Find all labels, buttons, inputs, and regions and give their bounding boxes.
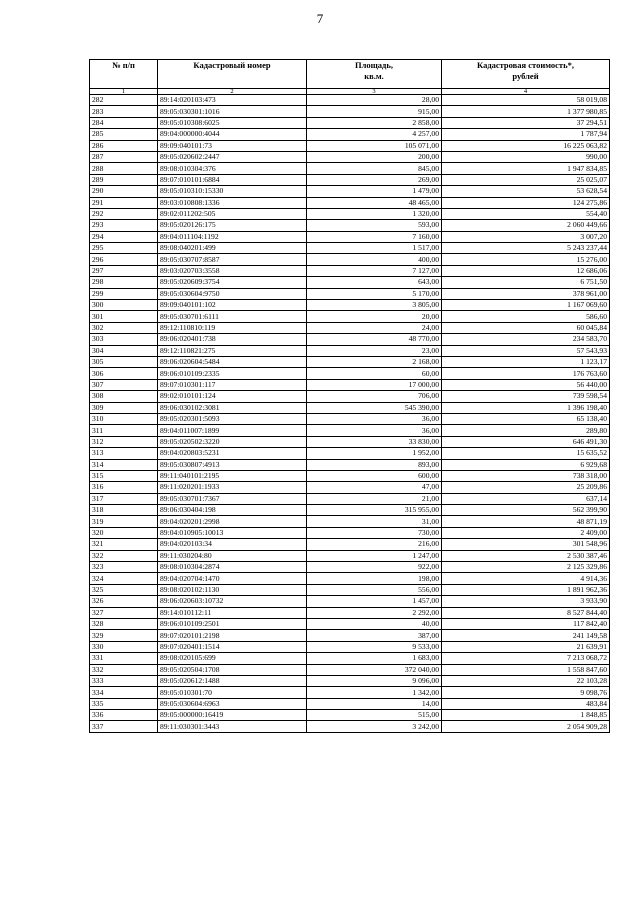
cadastral-value: 6 751,50: [442, 277, 610, 288]
cadastral-value: 2 054 909,28: [442, 721, 610, 732]
area-value: 706,00: [307, 391, 442, 402]
table-row: [90, 448, 610, 459]
area-value: 1 457,00: [307, 596, 442, 607]
cadastral-value: 1 167 069,60: [442, 300, 610, 311]
header-cadastral-number: Кадастровый номер: [158, 60, 307, 89]
area-value: 2 168,00: [307, 356, 442, 367]
cadastral-number: 89:11:030301:3443: [158, 721, 307, 732]
cadastral-number: 89:11:030204:80: [158, 550, 307, 561]
row-number: 327: [90, 607, 158, 618]
area-value: 5 170,00: [307, 288, 442, 299]
row-number: 323: [90, 562, 158, 573]
row-number: 336: [90, 710, 158, 721]
row-number: 304: [90, 345, 158, 356]
row-number: 322: [90, 550, 158, 561]
cadastral-number: 89:12:110810:119: [158, 322, 307, 333]
area-value: 28,00: [307, 95, 442, 106]
header-row-number: № п/п: [90, 60, 158, 89]
table-row: [90, 117, 610, 128]
area-value: 1 683,00: [307, 653, 442, 664]
row-number: 282: [90, 95, 158, 106]
cadastral-value: 16 225 063,82: [442, 140, 610, 151]
cadastral-value: 65 138,40: [442, 413, 610, 424]
area-value: 105 071,00: [307, 140, 442, 151]
area-value: 216,00: [307, 539, 442, 550]
row-number: 328: [90, 618, 158, 629]
area-value: 893,00: [307, 459, 442, 470]
cadastral-value: 53 628,54: [442, 186, 610, 197]
cadastral-value: 37 294,51: [442, 117, 610, 128]
row-number: 305: [90, 356, 158, 367]
cadastral-value: 2 060 449,66: [442, 220, 610, 231]
area-value: 515,00: [307, 710, 442, 721]
area-value: 387,00: [307, 630, 442, 641]
cadastral-value: 22 103,28: [442, 675, 610, 686]
table-row: [90, 470, 610, 481]
area-value: 3 805,00: [307, 300, 442, 311]
table-row: [90, 721, 610, 732]
row-number: 287: [90, 151, 158, 162]
table-row: [90, 664, 610, 675]
row-number: 292: [90, 208, 158, 219]
cadastral-number: 89:09:040101:102: [158, 300, 307, 311]
row-number: 312: [90, 436, 158, 447]
table-row: [90, 687, 610, 698]
cadastral-value: 6 929,68: [442, 459, 610, 470]
row-number: 284: [90, 117, 158, 128]
table-body: [90, 95, 610, 733]
area-value: 3 242,00: [307, 721, 442, 732]
row-number: 301: [90, 311, 158, 322]
page-number: 7: [316, 11, 324, 26]
row-number: 314: [90, 459, 158, 470]
table-row: [90, 356, 610, 367]
cadastral-number: 89:06:010109:2335: [158, 368, 307, 379]
row-number: 333: [90, 675, 158, 686]
table-row: [90, 265, 610, 276]
area-value: 31,00: [307, 516, 442, 527]
table-row: [90, 539, 610, 550]
area-value: 600,00: [307, 470, 442, 481]
area-value: 24,00: [307, 322, 442, 333]
area-value: 1 479,00: [307, 186, 442, 197]
area-value: 47,00: [307, 482, 442, 493]
cadastral-number: 89:06:020604:5484: [158, 356, 307, 367]
area-value: 1 320,00: [307, 208, 442, 219]
table-row: [90, 379, 610, 390]
table-row: [90, 277, 610, 288]
area-value: 21,00: [307, 493, 442, 504]
row-number: 298: [90, 277, 158, 288]
cadastral-number: 89:05:010308:6025: [158, 117, 307, 128]
table-row: [90, 186, 610, 197]
table-row: [90, 151, 610, 162]
row-number: 300: [90, 300, 158, 311]
cadastral-number: 89:03:010808:1336: [158, 197, 307, 208]
cadastral-number: 89:06:010109:2501: [158, 618, 307, 629]
row-number: 332: [90, 664, 158, 675]
cadastral-value: 12 686,06: [442, 265, 610, 276]
cadastral-value: 1 377 980,85: [442, 106, 610, 117]
table-header-row: [90, 60, 610, 89]
row-number: 294: [90, 231, 158, 242]
cadastral-table: [89, 59, 610, 733]
row-number: 285: [90, 129, 158, 140]
table-row: [90, 653, 610, 664]
row-number: 334: [90, 687, 158, 698]
cadastral-number: 89:07:020401:1514: [158, 641, 307, 652]
table-row: [90, 436, 610, 447]
cadastral-value: 990,00: [442, 151, 610, 162]
cadastral-number: 89:04:020201:2998: [158, 516, 307, 527]
area-value: 1 342,00: [307, 687, 442, 698]
cadastral-value: 25 025,07: [442, 174, 610, 185]
area-value: 1 247,00: [307, 550, 442, 561]
cadastral-number: 89:08:020105:699: [158, 653, 307, 664]
cadastral-number: 89:08:010304:376: [158, 163, 307, 174]
row-number: 325: [90, 584, 158, 595]
column-index: 2: [158, 89, 307, 95]
cadastral-number: 89:04:020803:5231: [158, 448, 307, 459]
row-number: 329: [90, 630, 158, 641]
cadastral-number: 89:11:040101:2195: [158, 470, 307, 481]
area-value: 545 390,00: [307, 402, 442, 413]
table-row: [90, 300, 610, 311]
row-number: 283: [90, 106, 158, 117]
cadastral-value: 738 318,00: [442, 470, 610, 481]
cadastral-number: 89:02:010101:124: [158, 391, 307, 402]
table-row: [90, 573, 610, 584]
area-value: 643,00: [307, 277, 442, 288]
row-number: 321: [90, 539, 158, 550]
row-number: 311: [90, 425, 158, 436]
cadastral-value: 60 045,84: [442, 322, 610, 333]
row-number: 310: [90, 413, 158, 424]
table-row: [90, 527, 610, 538]
cadastral-number: 89:06:020401:738: [158, 334, 307, 345]
cadastral-number: 89:05:010301:70: [158, 687, 307, 698]
row-number: 293: [90, 220, 158, 231]
cadastral-value: 646 491,30: [442, 436, 610, 447]
table-row: [90, 607, 610, 618]
row-number: 320: [90, 527, 158, 538]
header-area: Площадь, кв.м.: [307, 60, 442, 89]
cadastral-number: 89:14:010112:11: [158, 607, 307, 618]
cadastral-number: 89:04:020103:34: [158, 539, 307, 550]
cadastral-value: 176 763,60: [442, 368, 610, 379]
area-value: 40,00: [307, 618, 442, 629]
row-number: 290: [90, 186, 158, 197]
cadastral-value: 15 276,00: [442, 254, 610, 265]
cadastral-number: 89:06:020603:10732: [158, 596, 307, 607]
cadastral-value: 57 543,93: [442, 345, 610, 356]
table-row: [90, 288, 610, 299]
cadastral-number: 89:02:011202:505: [158, 208, 307, 219]
table-row: [90, 550, 610, 561]
header-cadastral-value: Кадастровая стоимость*, рублей: [442, 60, 610, 89]
cadastral-value: 21 639,91: [442, 641, 610, 652]
cadastral-number: 89:05:010310:15330: [158, 186, 307, 197]
area-value: 4 257,00: [307, 129, 442, 140]
cadastral-value: 637,14: [442, 493, 610, 504]
cadastral-value: 124 275,86: [442, 197, 610, 208]
cadastral-number: 89:05:020602:2447: [158, 151, 307, 162]
area-value: 23,00: [307, 345, 442, 356]
table-row: [90, 482, 610, 493]
area-value: 2 858,00: [307, 117, 442, 128]
cadastral-number: 89:05:020301:5093: [158, 413, 307, 424]
table-row: [90, 368, 610, 379]
cadastral-value: 8 527 844,40: [442, 607, 610, 618]
cadastral-value: 586,60: [442, 311, 610, 322]
row-number: 297: [90, 265, 158, 276]
column-index: 3: [307, 89, 442, 95]
table-row: [90, 710, 610, 721]
table-row: [90, 95, 610, 106]
row-number: 307: [90, 379, 158, 390]
row-number: 295: [90, 243, 158, 254]
row-number: 318: [90, 505, 158, 516]
cadastral-value: 25 209,86: [442, 482, 610, 493]
cadastral-value: 7 213 068,72: [442, 653, 610, 664]
cadastral-number: 89:05:030707:8587: [158, 254, 307, 265]
cadastral-value: 1 123,17: [442, 356, 610, 367]
table-row: [90, 334, 610, 345]
cadastral-value: 9 098,76: [442, 687, 610, 698]
row-number: 289: [90, 174, 158, 185]
table-row: [90, 618, 610, 629]
area-value: 269,00: [307, 174, 442, 185]
row-number: 313: [90, 448, 158, 459]
row-number: 316: [90, 482, 158, 493]
cadastral-number: 89:09:040101:73: [158, 140, 307, 151]
column-index: 1: [90, 89, 158, 95]
area-value: 60,00: [307, 368, 442, 379]
area-value: 7 127,00: [307, 265, 442, 276]
cadastral-value: 2 125 329,86: [442, 562, 610, 573]
cadastral-number: 89:04:000000:4044: [158, 129, 307, 140]
row-number: 288: [90, 163, 158, 174]
cadastral-number: 89:07:020101:2198: [158, 630, 307, 641]
area-value: 33 830,00: [307, 436, 442, 447]
table-row: [90, 698, 610, 709]
row-number: 303: [90, 334, 158, 345]
area-value: 1 517,00: [307, 243, 442, 254]
cadastral-number: 89:03:020703:3558: [158, 265, 307, 276]
cadastral-value: 56 440,00: [442, 379, 610, 390]
table-row: [90, 459, 610, 470]
table-row: [90, 231, 610, 242]
area-value: 7 160,00: [307, 231, 442, 242]
cadastral-number: 89:08:020102:1130: [158, 584, 307, 595]
cadastral-value: 5 243 237,44: [442, 243, 610, 254]
area-value: 48 465,00: [307, 197, 442, 208]
table-row: [90, 596, 610, 607]
cadastral-value: 289,80: [442, 425, 610, 436]
row-number: 324: [90, 573, 158, 584]
cadastral-value: 234 583,70: [442, 334, 610, 345]
cadastral-value: 739 598,54: [442, 391, 610, 402]
area-value: 20,00: [307, 311, 442, 322]
cadastral-number: 89:05:020609:3754: [158, 277, 307, 288]
cadastral-value: 554,40: [442, 208, 610, 219]
area-value: 9 096,00: [307, 675, 442, 686]
cadastral-number: 89:05:030807:4913: [158, 459, 307, 470]
cadastral-value: 117 842,40: [442, 618, 610, 629]
area-value: 922,00: [307, 562, 442, 573]
table-row: [90, 254, 610, 265]
cadastral-value: 2 409,00: [442, 527, 610, 538]
cadastral-number: 89:08:010304:2874: [158, 562, 307, 573]
table-row: [90, 516, 610, 527]
table-row: [90, 174, 610, 185]
area-value: 730,00: [307, 527, 442, 538]
area-value: 36,00: [307, 425, 442, 436]
area-value: 400,00: [307, 254, 442, 265]
column-index: 4: [442, 89, 610, 95]
area-value: 198,00: [307, 573, 442, 584]
table-row: [90, 402, 610, 413]
cadastral-value: 1 848,85: [442, 710, 610, 721]
area-value: 14,00: [307, 698, 442, 709]
cadastral-number: 89:05:030301:1016: [158, 106, 307, 117]
cadastral-number: 89:05:000000:16419: [158, 710, 307, 721]
row-number: 317: [90, 493, 158, 504]
table-row: [90, 675, 610, 686]
cadastral-number: 89:05:020612:1488: [158, 675, 307, 686]
area-value: 845,00: [307, 163, 442, 174]
row-number: 306: [90, 368, 158, 379]
area-value: 372 040,00: [307, 664, 442, 675]
row-number: 326: [90, 596, 158, 607]
cadastral-value: 48 871,19: [442, 516, 610, 527]
cadastral-value: 1 787,94: [442, 129, 610, 140]
table-row: [90, 243, 610, 254]
area-value: 2 292,00: [307, 607, 442, 618]
table-row: [90, 345, 610, 356]
cadastral-value: 2 530 387,46: [442, 550, 610, 561]
cadastral-number: 89:04:011007:1899: [158, 425, 307, 436]
cadastral-value: 4 914,36: [442, 573, 610, 584]
cadastral-value: 483,84: [442, 698, 610, 709]
cadastral-number: 89:12:110821:275: [158, 345, 307, 356]
cadastral-number: 89:04:010905:10013: [158, 527, 307, 538]
cadastral-number: 89:07:010101:6884: [158, 174, 307, 185]
cadastral-number: 89:05:030604:6963: [158, 698, 307, 709]
row-number: 302: [90, 322, 158, 333]
cadastral-number: 89:04:011104:1192: [158, 231, 307, 242]
cadastral-number: 89:04:020704:1470: [158, 573, 307, 584]
cadastral-number: 89:05:020502:3220: [158, 436, 307, 447]
table-row: [90, 630, 610, 641]
area-value: 915,00: [307, 106, 442, 117]
cadastral-value: 15 635,52: [442, 448, 610, 459]
table-row: [90, 391, 610, 402]
row-number: 291: [90, 197, 158, 208]
cadastral-value: 378 961,00: [442, 288, 610, 299]
row-number: 296: [90, 254, 158, 265]
cadastral-number: 89:05:020126:175: [158, 220, 307, 231]
cadastral-number: 89:11:020201:1933: [158, 482, 307, 493]
table-row: [90, 584, 610, 595]
row-number: 330: [90, 641, 158, 652]
area-value: 1 952,00: [307, 448, 442, 459]
table-row: [90, 163, 610, 174]
cadastral-value: 1 396 198,40: [442, 402, 610, 413]
table-row: [90, 311, 610, 322]
cadastral-number: 89:06:030404:198: [158, 505, 307, 516]
area-value: 200,00: [307, 151, 442, 162]
row-number: 315: [90, 470, 158, 481]
row-number: 286: [90, 140, 158, 151]
cadastral-value: 58 019,08: [442, 95, 610, 106]
cadastral-value: 562 399,90: [442, 505, 610, 516]
table-row: [90, 220, 610, 231]
cadastral-number: 89:06:030102:3081: [158, 402, 307, 413]
row-number: 299: [90, 288, 158, 299]
cadastral-number: 89:05:030701:7367: [158, 493, 307, 504]
row-number: 335: [90, 698, 158, 709]
table-row: [90, 140, 610, 151]
row-number: 331: [90, 653, 158, 664]
area-value: 48 770,00: [307, 334, 442, 345]
row-number: 308: [90, 391, 158, 402]
cadastral-value: 1 891 962,36: [442, 584, 610, 595]
table-row: [90, 106, 610, 117]
cadastral-value: 1 558 847,60: [442, 664, 610, 675]
table-row: [90, 208, 610, 219]
table-row: [90, 493, 610, 504]
area-value: 556,00: [307, 584, 442, 595]
cadastral-number: 89:08:040201:499: [158, 243, 307, 254]
area-value: 36,00: [307, 413, 442, 424]
cadastral-value: 3 933,90: [442, 596, 610, 607]
area-value: 17 000,00: [307, 379, 442, 390]
table-row: [90, 322, 610, 333]
cadastral-number: 89:05:030604:9750: [158, 288, 307, 299]
row-number: 337: [90, 721, 158, 732]
row-number: 309: [90, 402, 158, 413]
row-number: 319: [90, 516, 158, 527]
table-row: [90, 425, 610, 436]
cadastral-number: 89:05:030701:6111: [158, 311, 307, 322]
table-row: [90, 129, 610, 140]
table-row: [90, 413, 610, 424]
cadastral-value: 241 149,58: [442, 630, 610, 641]
cadastral-value: 3 007,20: [442, 231, 610, 242]
area-value: 315 955,00: [307, 505, 442, 516]
cadastral-number: 89:14:020103:473: [158, 95, 307, 106]
area-value: 9 533,00: [307, 641, 442, 652]
cadastral-value: 1 947 834,85: [442, 163, 610, 174]
area-value: 593,00: [307, 220, 442, 231]
cadastral-value: 301 548,96: [442, 539, 610, 550]
table-row: [90, 562, 610, 573]
cadastral-number: 89:05:020504:1708: [158, 664, 307, 675]
table-row: [90, 505, 610, 516]
table-row: [90, 641, 610, 652]
cadastral-number: 89:07:010301:117: [158, 379, 307, 390]
table-row: [90, 197, 610, 208]
